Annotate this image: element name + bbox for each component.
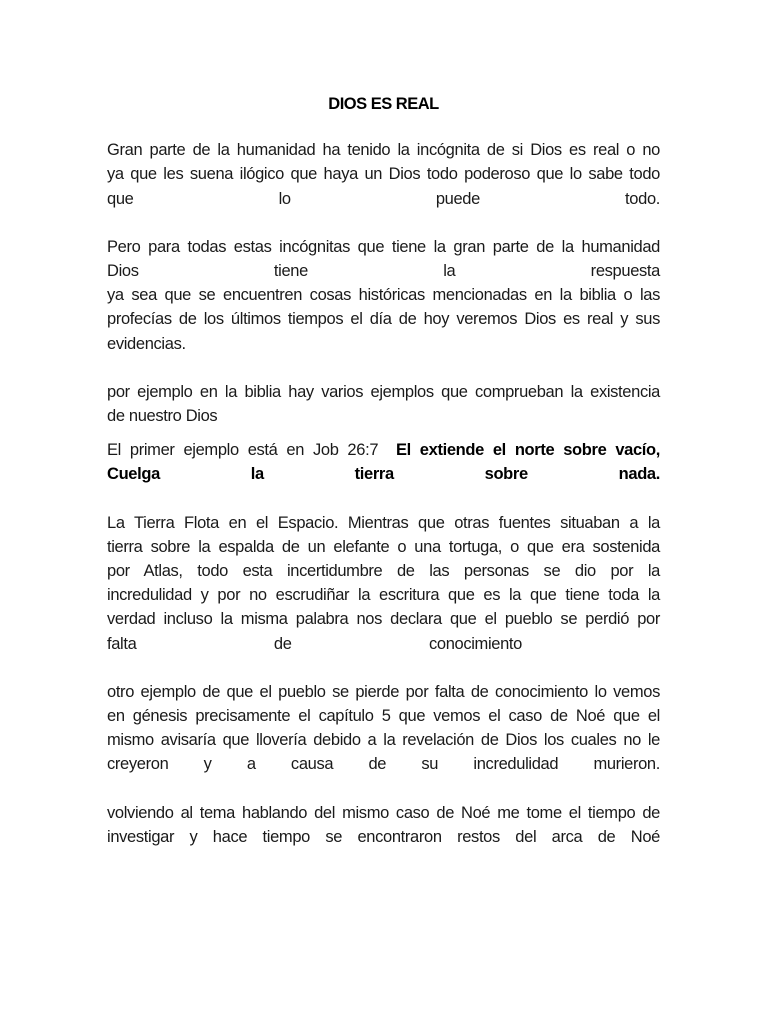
- text-line: mismo avisaría que llovería debido a la revelación de Dios los cuales no le: [107, 731, 660, 750]
- document-body: [107, 92, 660, 849]
- paragraph-6: [107, 680, 660, 777]
- text-line: La Tierra Flota en el Espacio. Mientras que otras fuentes situaban a la: [107, 513, 660, 532]
- text-line: profecías de los últimos tiempos el día de hoy veremos Dios es real y sus: [107, 310, 660, 329]
- text-line: por ejemplo en la biblia hay varios ejemplos que comprueban la existencia: [107, 382, 660, 401]
- paragraph-5: [107, 511, 660, 656]
- text-line: [107, 438, 660, 462]
- paragraph-7: [107, 801, 660, 849]
- paragraph-2: [107, 235, 660, 356]
- verse-quote: El extiende el norte sobre vacío,: [395, 441, 661, 460]
- text-line: tierra sobre la espalda de un elefante o una tortuga, o que era sostenida: [107, 537, 660, 556]
- document-title: DIOS ES REAL: [328, 95, 439, 113]
- text-line: en génesis precisamente el capítulo 5 que vemos el caso de Noé que el: [107, 707, 660, 726]
- verse-intro: El primer ejemplo está en Job 26:7: [107, 441, 379, 460]
- verse-quote-line-2: Cuelga la tierra sobre nada.: [107, 465, 660, 484]
- paragraph-4-job-verse: [107, 438, 660, 486]
- text-line: evidencias.: [107, 334, 186, 353]
- text-line: que lo puede todo.: [107, 189, 660, 208]
- text-line: ya sea que se encuentren cosas históricas mencionadas en la biblia o las: [107, 286, 660, 305]
- text-line: creyeron y a causa de su incredulidad murieron.: [107, 755, 660, 774]
- paragraph-1: [107, 138, 660, 211]
- text-line: Dios tiene la respuesta: [107, 262, 660, 281]
- text-line: por Atlas, todo esta incertidumbre de las personas se dio por la: [107, 562, 660, 581]
- text-line: ya que les suena ilógico que haya un Dios todo poderoso que lo sabe todo: [107, 165, 660, 184]
- text-line: investigar y hace tiempo se encontraron restos del arca de Noé: [107, 827, 660, 846]
- paragraph-3: [107, 380, 660, 428]
- text-line: incredulidad y por no escrudiñar la escritura que es la que tiene toda la: [107, 586, 660, 605]
- text-line: de nuestro Dios: [107, 407, 218, 426]
- text-line: Gran parte de la humanidad ha tenido la incógnita de si Dios es real o no: [107, 141, 660, 160]
- text-line: volviendo al tema hablando del mismo caso de Noé me tome el tiempo de: [107, 803, 660, 822]
- text-line: Pero para todas estas incógnitas que tiene la gran parte de la humanidad: [107, 237, 660, 256]
- text-line: verdad incluso la misma palabra nos declara que el pueblo se perdió por: [107, 610, 660, 629]
- text-line: otro ejemplo de que el pueblo se pierde por falta de conocimiento lo vemos: [107, 682, 660, 701]
- text-line: falta de conocimiento: [107, 634, 522, 653]
